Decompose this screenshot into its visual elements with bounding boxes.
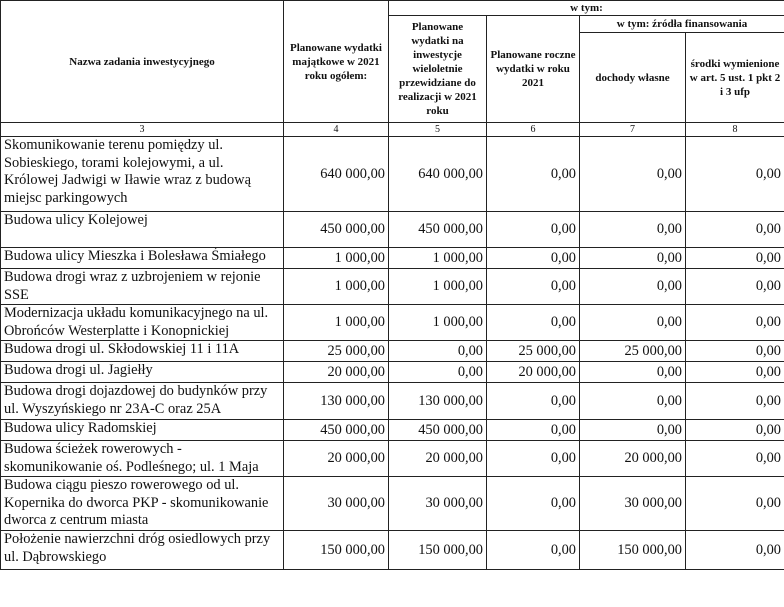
task-name-cell: Budowa drogi ul. Jagiełły xyxy=(1,362,284,383)
task-name-cell: Modernizacja układu komunikacyjnego na ul. Obrońców Westerplatte i Konopnickiej xyxy=(1,305,284,341)
multiyear-expenditure-cell: 450 000,00 xyxy=(389,212,487,248)
multiyear-expenditure-cell: 0,00 xyxy=(389,362,487,383)
total-expenditure-cell: 25 000,00 xyxy=(284,341,389,362)
header-task-name: Nazwa zadania inwestycyjnego xyxy=(1,1,284,123)
own-income-cell: 150 000,00 xyxy=(580,531,686,570)
annual-expenditure-cell: 0,00 xyxy=(487,269,580,305)
art5-funds-cell: 0,00 xyxy=(686,137,784,212)
total-expenditure-cell: 130 000,00 xyxy=(284,383,389,420)
multiyear-expenditure-cell: 1 000,00 xyxy=(389,248,487,269)
annual-expenditure-cell: 0,00 xyxy=(487,383,580,420)
header-annual-expenditure: Planowane roczne wydatki w roku 2021 xyxy=(487,16,580,123)
column-number: 5 xyxy=(389,123,487,137)
own-income-cell: 0,00 xyxy=(580,362,686,383)
own-income-cell: 0,00 xyxy=(580,305,686,341)
own-income-cell: 30 000,00 xyxy=(580,477,686,531)
header-own-income: dochody własne xyxy=(580,33,686,123)
table-row xyxy=(1,362,784,383)
total-expenditure-cell: 30 000,00 xyxy=(284,477,389,531)
table-body xyxy=(1,137,784,570)
table-row xyxy=(1,269,784,305)
total-expenditure-cell: 640 000,00 xyxy=(284,137,389,212)
table-row xyxy=(1,248,784,269)
table-row xyxy=(1,441,784,477)
art5-funds-cell: 0,00 xyxy=(686,420,784,441)
table-row xyxy=(1,137,784,212)
art5-funds-cell: 0,00 xyxy=(686,305,784,341)
table-row xyxy=(1,531,784,570)
total-expenditure-cell: 20 000,00 xyxy=(284,362,389,383)
column-number: 4 xyxy=(284,123,389,137)
total-expenditure-cell: 1 000,00 xyxy=(284,269,389,305)
multiyear-expenditure-cell: 150 000,00 xyxy=(389,531,487,570)
table-row xyxy=(1,212,784,248)
annual-expenditure-cell: 0,00 xyxy=(487,477,580,531)
task-name-cell: Skomunikowanie terenu pomiędzy ul. Sobieskiego, torami kolejowymi, a ul. Królowej Jadwigi w Iławie wraz z budową miejsc parkingowych xyxy=(1,137,284,212)
multiyear-expenditure-cell: 1 000,00 xyxy=(389,305,487,341)
multiyear-expenditure-cell: 0,00 xyxy=(389,341,487,362)
header-multiyear-investments: Planowane wydatki na inwestycje wieloletnie przewidziane do realizacji w 2021 roku xyxy=(389,16,487,123)
column-number: 6 xyxy=(487,123,580,137)
art5-funds-cell: 0,00 xyxy=(686,531,784,570)
art5-funds-cell: 0,00 xyxy=(686,341,784,362)
column-number: 7 xyxy=(580,123,686,137)
multiyear-expenditure-cell: 640 000,00 xyxy=(389,137,487,212)
multiyear-expenditure-cell: 20 000,00 xyxy=(389,441,487,477)
table-row xyxy=(1,341,784,362)
column-number: 8 xyxy=(686,123,784,137)
annual-expenditure-cell: 0,00 xyxy=(487,137,580,212)
multiyear-expenditure-cell: 130 000,00 xyxy=(389,383,487,420)
total-expenditure-cell: 20 000,00 xyxy=(284,441,389,477)
annual-expenditure-cell: 0,00 xyxy=(487,248,580,269)
own-income-cell: 25 000,00 xyxy=(580,341,686,362)
table-row xyxy=(1,383,784,420)
annual-expenditure-cell: 20 000,00 xyxy=(487,362,580,383)
multiyear-expenditure-cell: 450 000,00 xyxy=(389,420,487,441)
table-row xyxy=(1,420,784,441)
task-name-cell: Budowa drogi wraz z uzbrojeniem w rejonie SSE xyxy=(1,269,284,305)
art5-funds-cell: 0,00 xyxy=(686,362,784,383)
own-income-cell: 20 000,00 xyxy=(580,441,686,477)
own-income-cell: 0,00 xyxy=(580,383,686,420)
own-income-cell: 0,00 xyxy=(580,420,686,441)
own-income-cell: 0,00 xyxy=(580,248,686,269)
header-w-tym: w tym: xyxy=(389,1,784,16)
annual-expenditure-cell: 0,00 xyxy=(487,420,580,441)
header-total-expenditure: Planowane wydatki majątkowe w 2021 roku ogółem: xyxy=(284,1,389,123)
task-name-cell: Budowa ulicy Mieszka i Bolesława Śmiałego xyxy=(1,248,284,269)
art5-funds-cell: 0,00 xyxy=(686,248,784,269)
task-name-cell: Położenie nawierzchni dróg osiedlowych przy ul. Dąbrowskiego xyxy=(1,531,284,570)
art5-funds-cell: 0,00 xyxy=(686,212,784,248)
art5-funds-cell: 0,00 xyxy=(686,477,784,531)
multiyear-expenditure-cell: 1 000,00 xyxy=(389,269,487,305)
art5-funds-cell: 0,00 xyxy=(686,383,784,420)
column-number-row xyxy=(1,123,784,137)
table-row xyxy=(1,477,784,531)
task-name-cell: Budowa ścieżek rowerowych - skomunikowanie oś. Podleśnego; ul. 1 Maja xyxy=(1,441,284,477)
total-expenditure-cell: 1 000,00 xyxy=(284,248,389,269)
annual-expenditure-cell: 0,00 xyxy=(487,531,580,570)
total-expenditure-cell: 450 000,00 xyxy=(284,212,389,248)
table-row xyxy=(1,305,784,341)
total-expenditure-cell: 1 000,00 xyxy=(284,305,389,341)
annual-expenditure-cell: 0,00 xyxy=(487,305,580,341)
total-expenditure-cell: 450 000,00 xyxy=(284,420,389,441)
own-income-cell: 0,00 xyxy=(580,137,686,212)
header-funding-sources: w tym: źródła finansowania xyxy=(580,16,784,33)
multiyear-expenditure-cell: 30 000,00 xyxy=(389,477,487,531)
annual-expenditure-cell: 25 000,00 xyxy=(487,341,580,362)
task-name-cell: Budowa ulicy Kolejowej xyxy=(1,212,284,248)
task-name-cell: Budowa drogi dojazdowej do budynków przy ul. Wyszyńskiego nr 23A-C oraz 25A xyxy=(1,383,284,420)
total-expenditure-cell: 150 000,00 xyxy=(284,531,389,570)
art5-funds-cell: 0,00 xyxy=(686,269,784,305)
header-art5-funds: środki wymienione w art. 5 ust. 1 pkt 2 i 3 ufp xyxy=(686,33,784,123)
column-number: 3 xyxy=(1,123,284,137)
task-name-cell: Budowa ciągu pieszo rowerowego od ul. Kopernika do dworca PKP - skomunikowanie dworca z centrum miasta xyxy=(1,477,284,531)
task-name-cell: Budowa ulicy Radomskiej xyxy=(1,420,284,441)
own-income-cell: 0,00 xyxy=(580,212,686,248)
annual-expenditure-cell: 0,00 xyxy=(487,441,580,477)
art5-funds-cell: 0,00 xyxy=(686,441,784,477)
annual-expenditure-cell: 0,00 xyxy=(487,212,580,248)
own-income-cell: 0,00 xyxy=(580,269,686,305)
task-name-cell: Budowa drogi ul. Skłodowskiej 11 i 11A xyxy=(1,341,284,362)
